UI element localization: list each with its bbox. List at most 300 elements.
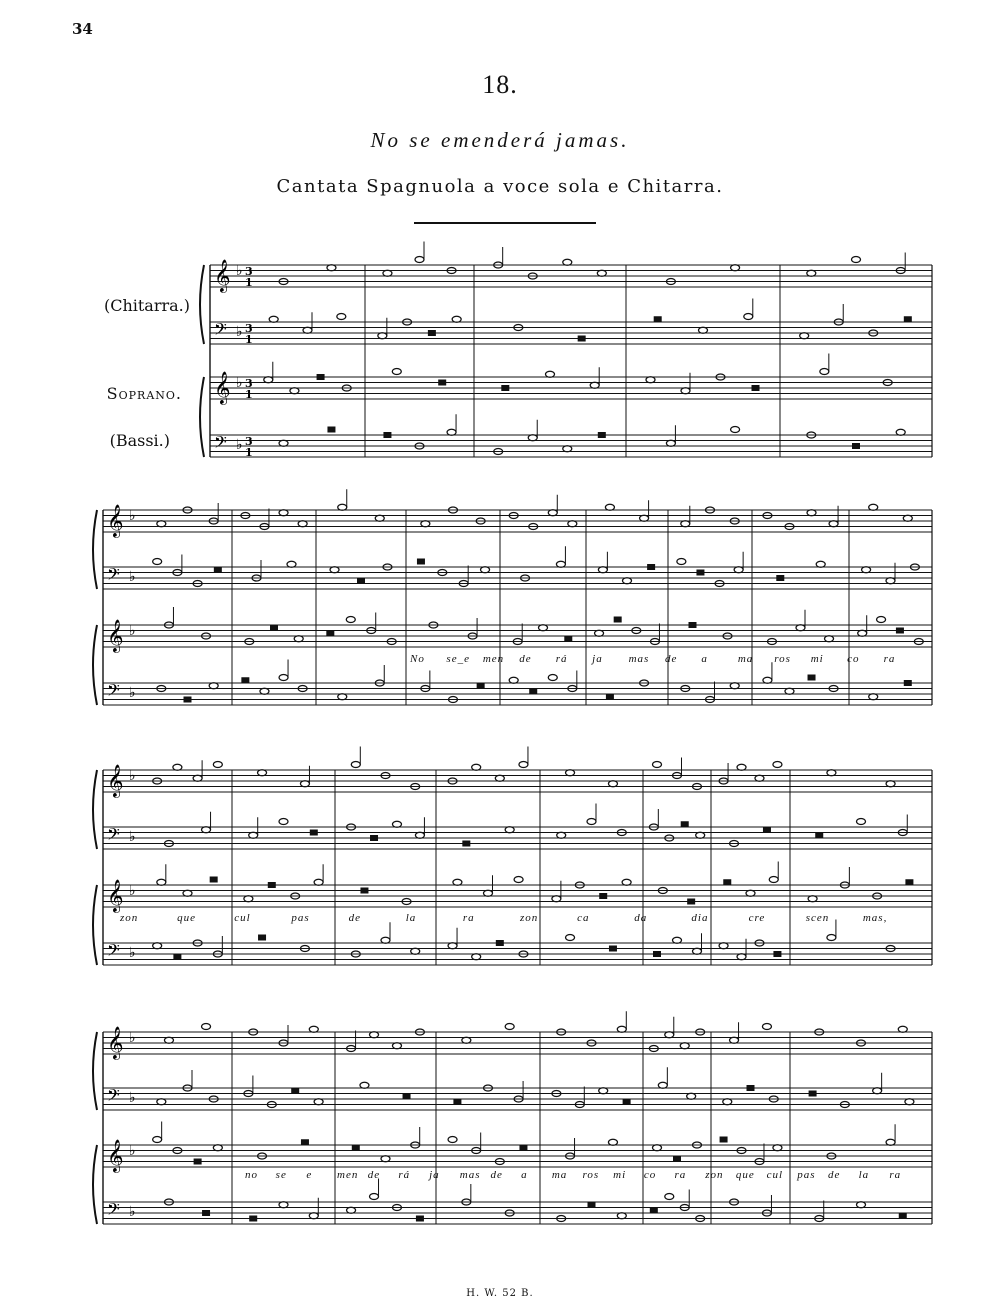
piece-title: No se emenderá jamas. (370, 128, 630, 152)
note-head (623, 578, 632, 584)
breve-note (352, 1145, 360, 1151)
note-head (298, 521, 307, 527)
note-head (287, 561, 296, 567)
note-head (279, 819, 288, 825)
flat-icon: ♭ (129, 883, 136, 899)
breve-note (609, 946, 617, 952)
lyric-syllable: rá (555, 653, 568, 665)
flat-icon: ♭ (236, 324, 243, 340)
breve-note (899, 1213, 907, 1219)
lyric-syllable: de (519, 653, 532, 665)
breve-note (249, 1216, 257, 1222)
lyric-syllable: No (410, 653, 425, 665)
breve-note (519, 1145, 527, 1151)
lyric-syllable: no (245, 1169, 258, 1181)
breve-note (317, 374, 325, 380)
note-head (646, 377, 655, 383)
breve-note (564, 636, 572, 642)
note-head (202, 827, 211, 833)
note-head (681, 521, 690, 527)
note-head (590, 382, 599, 388)
note-head (351, 762, 360, 768)
note-head (330, 567, 339, 573)
note-head (392, 1043, 401, 1049)
breve-note (258, 935, 266, 941)
time-signature: 3 (245, 377, 253, 390)
breve-note (720, 1137, 728, 1143)
note-head (314, 1099, 323, 1105)
note-head (731, 265, 740, 271)
lyric-syllable: mas (459, 1169, 481, 1181)
note-head (608, 781, 617, 787)
breve-note (776, 575, 784, 581)
note-head (886, 578, 895, 584)
note-head (264, 377, 273, 383)
bass-clef-icon: 𝄢 (107, 1199, 120, 1223)
breve-note (438, 380, 446, 386)
breve-note (852, 443, 860, 449)
lyric-syllable: zon (520, 912, 539, 924)
lyric-syllable: mas (628, 653, 650, 665)
note-head (509, 677, 518, 683)
note-head (622, 879, 631, 885)
flat-icon: ♭ (129, 768, 136, 784)
note-head (829, 521, 838, 527)
note-head (896, 429, 905, 435)
note-head (546, 371, 555, 377)
breve-note (428, 330, 436, 336)
note-head (563, 446, 572, 452)
lyric-syllable: da (634, 912, 648, 924)
note-head (769, 877, 778, 883)
note-head (213, 1145, 222, 1151)
note-head (665, 1032, 674, 1038)
note-head (746, 890, 755, 896)
note-head (687, 1093, 696, 1099)
note-head (202, 1024, 211, 1030)
breve-note (599, 893, 607, 899)
note-head (370, 1032, 379, 1038)
note-head (173, 764, 182, 770)
breve-note (578, 336, 586, 342)
note-head (566, 935, 575, 941)
flat-icon: ♭ (129, 1030, 136, 1046)
note-head (719, 943, 728, 949)
lyric-syllable: cul (234, 912, 251, 924)
note-head (447, 429, 456, 435)
note-head (744, 314, 753, 320)
breve-note (383, 432, 391, 438)
note-head (472, 764, 481, 770)
time-signature: 1 (245, 446, 253, 459)
note-head (495, 775, 504, 781)
note-head (677, 559, 686, 565)
note-head (886, 781, 895, 787)
breve-note (752, 385, 760, 391)
note-head (563, 259, 572, 265)
treble-clef-icon: 𝄞 (107, 619, 124, 652)
note-head (617, 1213, 626, 1219)
note-head (816, 561, 825, 567)
note-head (673, 937, 682, 943)
bass-clef-icon: 𝄢 (107, 940, 120, 964)
note-head (566, 770, 575, 776)
lyric-syllable: ros (774, 653, 791, 665)
note-head (858, 630, 867, 636)
flat-icon: ♭ (236, 437, 243, 453)
note-head (827, 770, 836, 776)
breve-note (268, 882, 276, 888)
breve-note (291, 1088, 299, 1094)
lyric-syllable: ma (551, 1169, 568, 1181)
breve-note (763, 827, 771, 833)
piece-number: 18. (482, 70, 518, 99)
bass-clef-icon: 𝄢 (107, 680, 120, 704)
bass-clef-icon: 𝄢 (107, 564, 120, 588)
note-head (696, 832, 705, 838)
breve-note (173, 954, 181, 960)
note-head (462, 1037, 471, 1043)
note-head (587, 819, 596, 825)
breve-note (501, 385, 509, 391)
note-head (153, 1137, 162, 1143)
note-head (279, 510, 288, 516)
part-label-chitarra: (Chitarra.) (103, 296, 190, 315)
breve-note (417, 559, 425, 565)
flat-icon: ♭ (129, 623, 136, 639)
note-head (857, 1202, 866, 1208)
note-head (825, 636, 834, 642)
note-head (528, 435, 537, 441)
note-head (730, 1037, 739, 1043)
note-head (873, 1088, 882, 1094)
note-head (820, 369, 829, 375)
note-head (375, 515, 384, 521)
treble-clef-icon: 𝄞 (214, 371, 231, 404)
lyric-syllable: de (827, 1169, 841, 1181)
flat-icon: ♭ (129, 508, 136, 524)
flat-icon: ♭ (236, 375, 243, 391)
note-head (347, 1207, 356, 1213)
note-head (800, 333, 809, 339)
lyric-syllable: la (405, 912, 417, 924)
note-head (568, 521, 577, 527)
note-head (244, 896, 253, 902)
breve-note (241, 677, 249, 683)
brace (93, 1032, 97, 1110)
bass-clef-icon: 𝄢 (107, 1085, 120, 1109)
note-head (519, 762, 528, 768)
breve-note (673, 1156, 681, 1162)
note-head (595, 630, 604, 636)
note-head (164, 1037, 173, 1043)
breve-note (403, 1093, 411, 1099)
note-head (763, 677, 772, 683)
note-head (807, 510, 816, 516)
breve-note (194, 1159, 202, 1165)
breve-note (905, 879, 913, 885)
flat-icon: ♭ (129, 569, 136, 585)
breve-note (357, 578, 365, 584)
note-head (337, 314, 346, 320)
note-head (557, 832, 566, 838)
lyric-syllable: rá (398, 1169, 411, 1181)
lyric-syllable: mi (810, 653, 824, 665)
note-head (421, 521, 430, 527)
breve-note (416, 1216, 424, 1222)
time-signature: 1 (245, 333, 253, 346)
note-head (653, 762, 662, 768)
time-signature: 1 (245, 388, 253, 401)
lyric-syllable: zon (705, 1169, 724, 1181)
breve-note (614, 617, 622, 623)
flat-icon: ♭ (129, 1090, 136, 1106)
note-head (157, 521, 166, 527)
note-head (599, 1088, 608, 1094)
flat-icon: ♭ (129, 685, 136, 701)
note-head (415, 832, 424, 838)
breve-note (210, 877, 218, 883)
lyric-syllable: pas (797, 1169, 816, 1181)
lyric-syllable: cul (766, 1169, 784, 1181)
treble-clef-icon: 𝄞 (107, 764, 124, 797)
treble-clef-icon: 𝄞 (107, 1026, 124, 1059)
note-head (877, 617, 886, 623)
time-signature: 3 (245, 322, 253, 335)
note-head (484, 890, 493, 896)
note-head (869, 504, 878, 510)
note-head (539, 625, 548, 631)
note-head (309, 1213, 318, 1219)
note-head (415, 257, 424, 263)
note-head (300, 781, 309, 787)
part-label-bassi: (Bassi.) (109, 431, 170, 450)
lyric-syllable: pas (291, 912, 310, 924)
lyric-syllable: a (521, 1169, 528, 1181)
breve-note (773, 951, 781, 957)
note-head (734, 567, 743, 573)
note-head (370, 1194, 379, 1200)
note-head (605, 504, 614, 510)
breve-note (327, 427, 335, 433)
note-head (730, 683, 739, 689)
lyric-syllable: zon (120, 912, 139, 924)
brace (93, 510, 97, 589)
breve-note (453, 1099, 461, 1105)
note-head (737, 764, 746, 770)
plate-number: H. W. 52 B. (466, 1288, 534, 1299)
lyric-syllable: cre (748, 912, 766, 924)
note-head (762, 1024, 771, 1030)
note-head (383, 270, 392, 276)
note-head (737, 954, 746, 960)
breve-note (896, 628, 904, 634)
note-head (514, 877, 523, 883)
breve-note (270, 625, 278, 631)
time-signature: 3 (245, 435, 253, 448)
note-head (886, 1139, 895, 1145)
breve-note (184, 697, 192, 703)
note-head (258, 770, 267, 776)
note-head (157, 879, 166, 885)
note-head (157, 1099, 166, 1105)
breve-note (462, 841, 470, 847)
breve-note (598, 432, 606, 438)
note-head (279, 1202, 288, 1208)
lyric-syllable: ma (737, 653, 754, 665)
lyric-syllable: se (275, 1169, 287, 1181)
breve-note (202, 1210, 210, 1216)
lyric-syllable: de (490, 1169, 503, 1181)
lyric-syllable: ja (429, 1169, 440, 1181)
note-head (392, 369, 401, 375)
lyric-syllable: co (643, 1169, 657, 1181)
note-head (857, 819, 866, 825)
note-head (249, 832, 258, 838)
lyric-syllable: ros (582, 1169, 600, 1181)
note-head (338, 694, 347, 700)
note-head (548, 675, 557, 681)
breve-note (370, 835, 378, 841)
note-head (392, 821, 401, 827)
note-head (693, 948, 702, 954)
note-head (183, 890, 192, 896)
note-head (680, 1043, 689, 1049)
note-head (309, 1026, 318, 1032)
breve-note (647, 564, 655, 570)
note-head (290, 388, 299, 394)
brace (200, 265, 204, 344)
note-head (699, 327, 708, 333)
note-head (279, 440, 288, 446)
part-label-soprano: Soprano. (106, 384, 182, 403)
lyric-syllable: ra (889, 1169, 902, 1181)
lyric-syllable: mas, (862, 912, 888, 924)
lyric-syllable: de (367, 1169, 381, 1181)
note-head (556, 561, 565, 567)
brace (93, 770, 97, 849)
brace (93, 1145, 97, 1224)
breve-note (687, 899, 695, 905)
flat-icon: ♭ (129, 829, 136, 845)
note-head (852, 257, 861, 263)
lyric-syllable: se_e (446, 653, 470, 665)
note-head (869, 694, 878, 700)
note-head (905, 1099, 914, 1105)
note-head (755, 775, 764, 781)
treble-clef-icon: 𝄞 (107, 504, 124, 537)
time-signature: 3 (245, 265, 253, 278)
lyric-syllable: la (858, 1169, 870, 1181)
breve-note (904, 680, 912, 686)
note-head (505, 827, 514, 833)
note-head (785, 688, 794, 694)
note-head (303, 327, 312, 333)
note-head (773, 762, 782, 768)
note-head (653, 1145, 662, 1151)
lyric-syllable: mi (613, 1169, 627, 1181)
note-head (269, 316, 278, 322)
lyric-syllable: men (482, 653, 505, 665)
note-head (294, 636, 303, 642)
lyric-syllable: dia (691, 912, 709, 924)
lyric-syllable: scen (805, 912, 830, 924)
brace (93, 885, 97, 965)
breve-note (214, 567, 222, 573)
breve-note (904, 316, 912, 322)
note-head (548, 510, 557, 516)
note-head (808, 896, 817, 902)
lyric-syllable: de (665, 653, 678, 665)
note-head (314, 879, 323, 885)
note-head (453, 879, 462, 885)
note-head (658, 1082, 667, 1088)
note-head (381, 937, 390, 943)
note-head (796, 625, 805, 631)
note-head (346, 617, 355, 623)
treble-clef-icon: 𝄞 (107, 879, 124, 912)
breve-note (654, 316, 662, 322)
breve-note (723, 879, 731, 885)
breve-note (808, 675, 816, 681)
note-head (327, 265, 336, 271)
note-head (260, 688, 269, 694)
bass-clef-icon: 𝄢 (107, 824, 120, 848)
breve-note (650, 1207, 658, 1213)
breve-note (360, 888, 368, 894)
note-head (723, 1099, 732, 1105)
lyric-syllable: a (701, 653, 708, 665)
treble-clef-icon: 𝄞 (214, 259, 231, 292)
brace (200, 377, 204, 457)
note-head (608, 1139, 617, 1145)
flat-icon: ♭ (129, 1143, 136, 1159)
lyric-syllable: ja (592, 653, 603, 665)
note-head (665, 1194, 674, 1200)
note-head (731, 427, 740, 433)
breve-note (588, 1202, 596, 1208)
note-head (213, 762, 222, 768)
note-head (360, 1082, 369, 1088)
lyric-syllable: de (348, 912, 361, 924)
note-head (773, 1145, 782, 1151)
lyric-syllable: ra (883, 653, 896, 665)
flat-icon: ♭ (236, 263, 243, 279)
lyric-syllable: e (306, 1169, 313, 1181)
bass-clef-icon: 𝄢 (214, 319, 227, 343)
note-head (666, 440, 675, 446)
note-head (617, 1026, 626, 1032)
note-head (827, 935, 836, 941)
breve-note (326, 630, 334, 636)
time-signature: 1 (245, 276, 253, 289)
breve-note (496, 940, 504, 946)
flat-icon: ♭ (129, 945, 136, 961)
breve-note (809, 1091, 817, 1097)
lyric-syllable: ra (462, 912, 475, 924)
lyric-syllable: men (337, 1169, 359, 1181)
note-head (903, 515, 912, 521)
page-number: 34 (72, 20, 93, 38)
breve-note (653, 951, 661, 957)
breve-note (689, 622, 697, 628)
breve-note (529, 688, 537, 694)
note-head (378, 333, 387, 339)
breve-note (477, 683, 485, 689)
note-head (452, 316, 461, 322)
note-head (209, 683, 218, 689)
note-head (448, 943, 457, 949)
